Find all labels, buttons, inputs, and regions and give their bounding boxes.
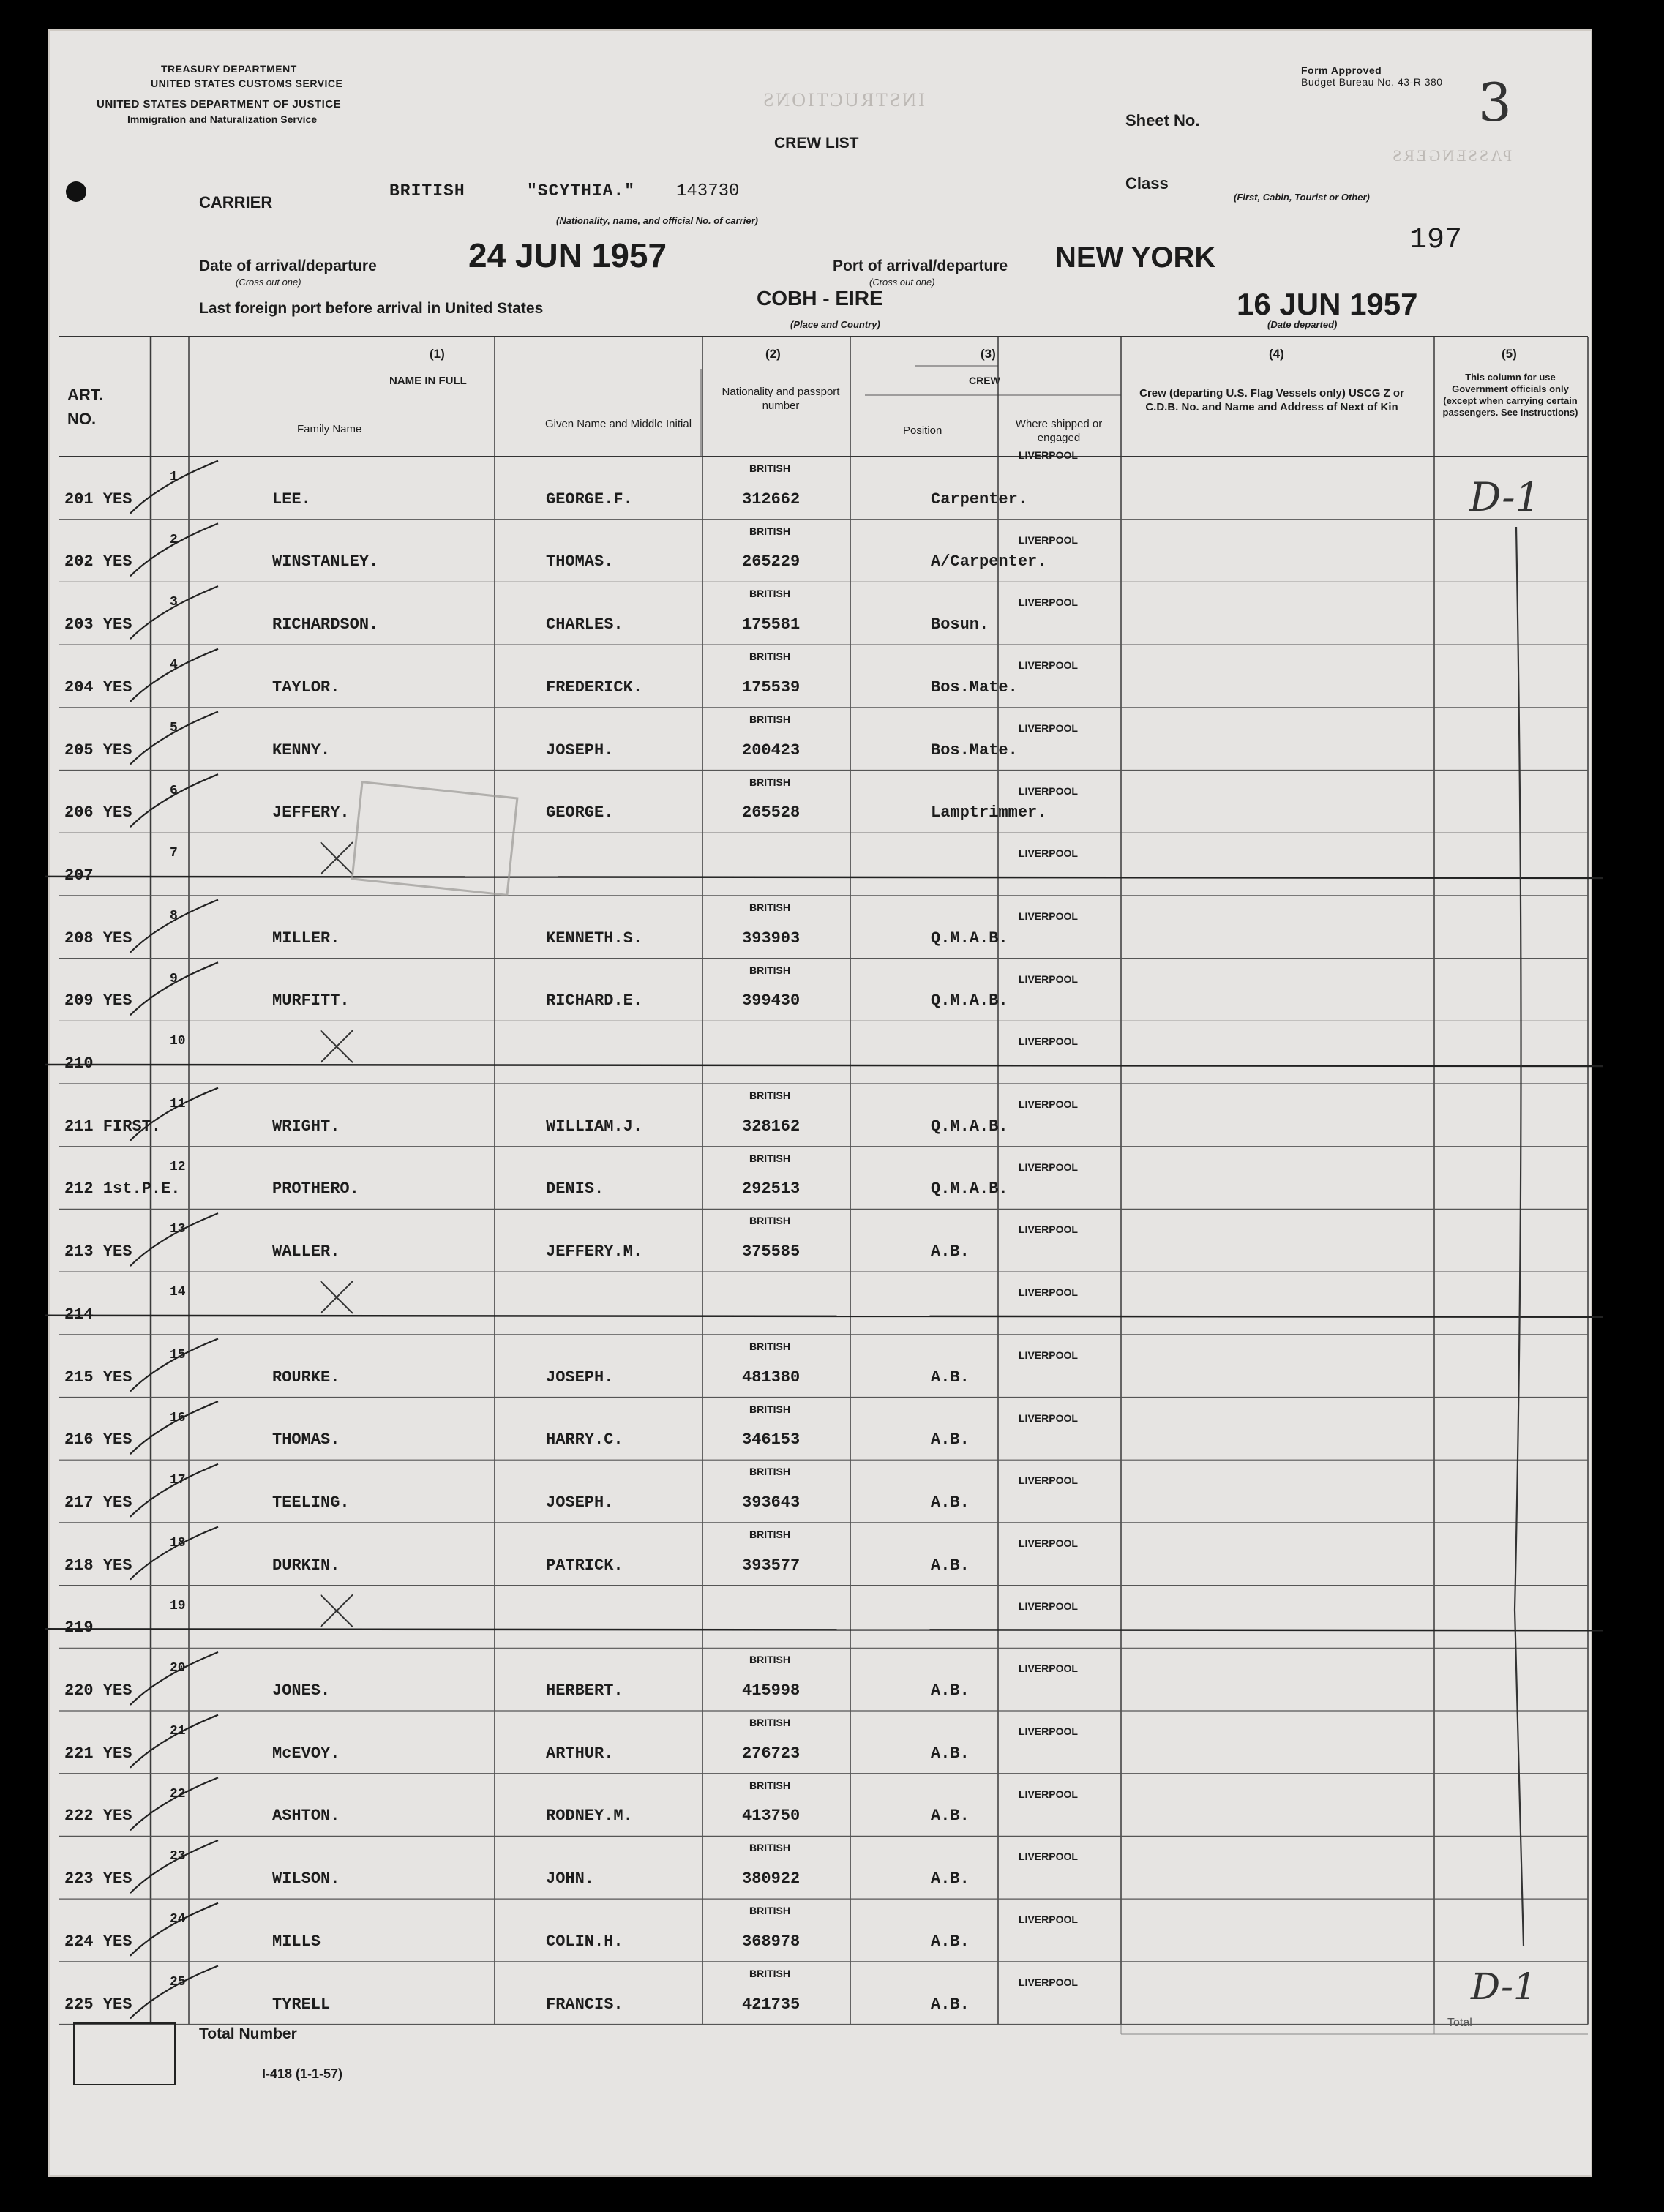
class-label: Class xyxy=(1125,174,1169,192)
row-given-name: JOSEPH. xyxy=(546,741,614,760)
row-family-name: ROURKE. xyxy=(272,1368,340,1387)
row-sequence: 8 xyxy=(170,908,178,923)
row-family-name: PROTHERO. xyxy=(272,1180,359,1199)
row-position: A.B. xyxy=(931,1682,970,1700)
total-number-box xyxy=(73,2022,176,2085)
row-article-number: 213 YES xyxy=(64,1242,132,1261)
row-position: Carpenter. xyxy=(931,490,1028,509)
row-passport-number: 276723 xyxy=(742,1744,801,1763)
annotation-d1-top: D-1 xyxy=(1469,474,1540,520)
row-sequence: 7 xyxy=(170,846,178,861)
row-sequence: 11 xyxy=(170,1097,186,1111)
row-article-number: 225 YES xyxy=(64,1995,132,2014)
row-article-number: 204 YES xyxy=(64,678,132,697)
row-sequence: 4 xyxy=(170,658,178,673)
col1-family-label: Family Name xyxy=(297,423,362,435)
row-article-number: 212 1st.P.E. xyxy=(64,1180,181,1199)
row-article-number: 222 YES xyxy=(64,1807,132,1826)
row-where-shipped: LIVERPOOL xyxy=(1019,659,1078,672)
row-given-name: JOHN. xyxy=(546,1870,595,1889)
row-given-name: JOSEPH. xyxy=(546,1368,614,1387)
row-sequence: 24 xyxy=(170,1912,186,1927)
row-family-name: MILLS xyxy=(272,1932,321,1951)
row-where-shipped: LIVERPOOL xyxy=(1019,910,1078,922)
row-position: Bos.Mate. xyxy=(931,678,1018,697)
col5-title: This column for use Government officials only (except when carrying certain passengers. See Instructions) xyxy=(1442,372,1578,418)
row-family-name: TAYLOR. xyxy=(272,678,340,697)
row-passport-number: 393643 xyxy=(742,1493,801,1512)
strike-line xyxy=(45,877,1603,878)
row-passport-number: 393577 xyxy=(742,1556,801,1575)
row-article-number: 203 YES xyxy=(64,615,132,634)
row-article-number: 208 YES xyxy=(64,929,132,948)
last-port-label: Last foreign port before arrival in United States xyxy=(199,300,544,317)
row-position: A/Carpenter. xyxy=(931,552,1047,571)
row-nationality: BRITISH xyxy=(749,525,790,537)
row-position: A.B. xyxy=(931,1807,970,1826)
row-position: A.B. xyxy=(931,1870,970,1889)
row-passport-number: 346153 xyxy=(742,1431,801,1450)
row-given-name: FREDERICK. xyxy=(546,678,643,697)
row-family-name: TYRELL xyxy=(272,1995,331,2014)
row-passport-number: 265229 xyxy=(742,552,801,571)
row-position: A.B. xyxy=(931,1242,970,1261)
form-approved-label: Form Approved xyxy=(1301,64,1382,76)
agency-justice: UNITED STATES DEPARTMENT OF JUSTICE xyxy=(97,98,342,110)
row-where-shipped: LIVERPOOL xyxy=(1019,1035,1078,1048)
row-where-shipped: LIVERPOOL xyxy=(1019,596,1078,609)
col3-position-label: Position xyxy=(903,424,942,437)
row-nationality: BRITISH xyxy=(749,1215,790,1227)
row-given-name: PATRICK. xyxy=(546,1556,623,1575)
col4-title: Crew (departing U.S. Flag Vessels only) USCG Z or C.D.B. No. and Name and Address of Next of Kin xyxy=(1139,387,1404,413)
row-nationality: BRITISH xyxy=(749,901,790,913)
row-where-shipped: LIVERPOOL xyxy=(1019,1851,1078,1863)
pencil-bracket-line xyxy=(1515,527,1524,1946)
row-given-name: CHARLES. xyxy=(546,615,623,634)
row-sequence: 12 xyxy=(170,1159,186,1174)
form-number: I-418 (1-1-57) xyxy=(262,2066,343,2081)
row-where-shipped: LIVERPOOL xyxy=(1019,1161,1078,1173)
carrier-nationality: BRITISH xyxy=(389,181,465,200)
row-given-name: JOSEPH. xyxy=(546,1493,614,1512)
row-passport-number: 368978 xyxy=(742,1932,801,1951)
arrival-date: 24 JUN 1957 xyxy=(468,236,667,274)
row-given-name: GEORGE. xyxy=(546,803,614,822)
row-position: Q.M.A.B. xyxy=(931,1180,1008,1199)
row-sequence: 14 xyxy=(170,1285,186,1300)
row-family-name: WRIGHT. xyxy=(272,1117,340,1136)
row-sequence: 1 xyxy=(170,470,178,484)
row-sequence: 5 xyxy=(170,720,178,735)
ghost-passengers-text: PASSENGERS xyxy=(1390,146,1513,165)
row-position: A.B. xyxy=(931,1493,970,1512)
row-where-shipped: LIVERPOOL xyxy=(1019,1662,1078,1675)
row-sequence: 20 xyxy=(170,1661,186,1676)
row-passport-number: 328162 xyxy=(742,1117,801,1136)
col2-number: (2) xyxy=(765,347,781,361)
row-nationality: BRITISH xyxy=(749,1528,790,1540)
row-article-number: 216 YES xyxy=(64,1431,132,1450)
agency-ins: Immigration and Naturalization Service xyxy=(127,113,318,125)
row-nationality: BRITISH xyxy=(749,964,790,976)
row-family-name: ASHTON. xyxy=(272,1807,340,1826)
col5-number: (5) xyxy=(1502,347,1517,361)
row-article-number: 214 xyxy=(64,1305,94,1324)
row-nationality: BRITISH xyxy=(749,1905,790,1917)
row-family-name: JEFFERY. xyxy=(272,803,350,822)
row-article-number: 224 YES xyxy=(64,1932,132,1951)
row-nationality: BRITISH xyxy=(749,1403,790,1415)
row-article-number: 201 YES xyxy=(64,490,132,509)
row-passport-number: 312662 xyxy=(742,490,801,509)
row-article-number: 206 YES xyxy=(64,803,132,822)
row-sequence: 16 xyxy=(170,1410,186,1425)
row-article-number: 209 YES xyxy=(64,991,132,1011)
row-where-shipped: LIVERPOOL xyxy=(1019,1725,1078,1737)
row-where-shipped: LIVERPOOL xyxy=(1019,847,1078,860)
row-passport-number: 393903 xyxy=(742,929,801,948)
agency-treasury: TREASURY DEPARTMENT xyxy=(161,63,297,75)
row-where-shipped: LIVERPOOL xyxy=(1019,1788,1078,1800)
strike-line xyxy=(45,1629,1603,1630)
row-nationality: BRITISH xyxy=(749,776,790,788)
page-title: CREW LIST xyxy=(774,135,859,151)
no-label: NO. xyxy=(67,410,97,428)
row-sequence: 22 xyxy=(170,1786,186,1802)
row-passport-number: 200423 xyxy=(742,741,801,760)
row-passport-number: 413750 xyxy=(742,1807,801,1826)
row-passport-number: 421735 xyxy=(742,1995,801,2014)
row-sequence: 15 xyxy=(170,1347,186,1362)
row-position: A.B. xyxy=(931,1932,970,1951)
row-position: A.B. xyxy=(931,1744,970,1763)
row-position: Q.M.A.B. xyxy=(931,929,1008,948)
last-port-value: COBH - EIRE xyxy=(757,287,883,310)
col3-where-label: Where shipped or engaged xyxy=(1015,418,1103,444)
col3-title: CREW xyxy=(969,375,1000,386)
row-given-name: COLIN.H. xyxy=(546,1932,623,1951)
row-given-name: GEORGE.F. xyxy=(546,490,633,509)
art-label: ART. xyxy=(67,386,103,404)
total-label: Total xyxy=(1447,2017,1472,2029)
row-article-number: 215 YES xyxy=(64,1368,132,1387)
row-position: Bosun. xyxy=(931,615,989,634)
row-given-name: HERBERT. xyxy=(546,1682,623,1700)
row-passport-number: 399430 xyxy=(742,991,801,1011)
row-where-shipped: LIVERPOOL xyxy=(1019,1098,1078,1110)
row-nationality: BRITISH xyxy=(749,1842,790,1854)
row-article-number: 210 xyxy=(64,1054,94,1073)
ink-blot xyxy=(66,181,86,202)
row-sequence: 6 xyxy=(170,783,178,798)
row-family-name: McEVOY. xyxy=(272,1744,340,1763)
total-number-label: Total Number xyxy=(199,2025,297,2042)
row-given-name: RODNEY.M. xyxy=(546,1807,633,1826)
row-position: A.B. xyxy=(931,1556,970,1575)
row-given-name: ARTHUR. xyxy=(546,1744,614,1763)
row-nationality: BRITISH xyxy=(749,713,790,725)
departed-date: 16 JUN 1957 xyxy=(1237,287,1418,321)
row-sequence: 9 xyxy=(170,971,178,986)
row-family-name: MILLER. xyxy=(272,929,340,948)
carrier-name: "SCYTHIA." xyxy=(527,181,636,200)
row-sequence: 21 xyxy=(170,1724,186,1739)
budget-bureau-label: Budget Bureau No. 43-R 380 xyxy=(1301,76,1443,88)
row-article-number: 223 YES xyxy=(64,1870,132,1889)
row-family-name: KENNY. xyxy=(272,741,331,760)
row-sequence: 17 xyxy=(170,1473,186,1488)
row-where-shipped: LIVERPOOL xyxy=(1019,1474,1078,1487)
row-family-name: DURKIN. xyxy=(272,1556,340,1575)
row-where-shipped: LIVERPOOL xyxy=(1019,1600,1078,1612)
row-position: Lamptrimmer. xyxy=(931,803,1047,822)
col2-title: Nationality and passport number xyxy=(722,386,840,412)
row-where-shipped: LIVERPOOL xyxy=(1019,1976,1078,1988)
row-position: A.B. xyxy=(931,1368,970,1387)
carrier-official-number: 143730 xyxy=(676,181,740,201)
arrival-date-hint: (Cross out one) xyxy=(236,277,301,288)
row-article-number: 218 YES xyxy=(64,1556,132,1575)
strike-line xyxy=(45,1316,1603,1317)
row-family-name: WILSON. xyxy=(272,1870,340,1889)
row-article-number: 205 YES xyxy=(64,741,132,760)
row-passport-number: 265528 xyxy=(742,803,801,822)
row-family-name: JONES. xyxy=(272,1682,331,1700)
ghost-instructions-text: INSTRUCTIONS xyxy=(761,89,925,110)
row-nationality: BRITISH xyxy=(749,1779,790,1791)
row-passport-number: 380922 xyxy=(742,1870,801,1889)
row-sequence: 23 xyxy=(170,1849,186,1864)
row-family-name: THOMAS. xyxy=(272,1431,340,1450)
row-passport-number: 175581 xyxy=(742,615,801,634)
row-family-name: WALLER. xyxy=(272,1242,340,1261)
row-passport-number: 481380 xyxy=(742,1368,801,1387)
row-given-name: HARRY.C. xyxy=(546,1431,623,1450)
sheet-number: 3 xyxy=(1478,72,1512,133)
carrier-hint: (Nationality, name, and official No. of carrier) xyxy=(556,215,758,226)
row-article-number: 207 xyxy=(64,866,94,885)
row-nationality: BRITISH xyxy=(749,1152,790,1164)
row-given-name: DENIS. xyxy=(546,1180,604,1199)
row-nationality: BRITISH xyxy=(749,462,790,474)
row-position: A.B. xyxy=(931,1995,970,2014)
row-where-shipped: LIVERPOOL xyxy=(1019,1913,1078,1926)
row-position: Bos.Mate. xyxy=(931,741,1018,760)
row-family-name: MURFITT. xyxy=(272,991,350,1011)
col3-number: (3) xyxy=(981,347,996,361)
class-hint: (First, Cabin, Tourist or Other) xyxy=(1234,192,1370,203)
row-article-number: 219 xyxy=(64,1619,94,1638)
departed-hint: (Date departed) xyxy=(1267,319,1338,330)
row-sequence: 19 xyxy=(170,1598,186,1613)
row-where-shipped: LIVERPOOL xyxy=(1019,972,1078,985)
row-nationality: BRITISH xyxy=(749,588,790,600)
row-given-name: THOMAS. xyxy=(546,552,614,571)
col1-title: NAME IN FULL xyxy=(389,375,467,387)
col4-number: (4) xyxy=(1269,347,1284,361)
row-article-number: 211 FIRST. xyxy=(64,1117,162,1136)
row-given-name: RICHARD.E. xyxy=(546,991,643,1011)
row-sequence: 10 xyxy=(170,1034,186,1049)
row-family-name: TEELING. xyxy=(272,1493,350,1512)
row-nationality: BRITISH xyxy=(749,1090,790,1101)
class-code: 197 xyxy=(1409,224,1463,257)
row-given-name: JEFFERY.M. xyxy=(546,1242,643,1261)
row-sequence: 18 xyxy=(170,1535,186,1551)
row-given-name: FRANCIS. xyxy=(546,1995,623,2014)
port-value: NEW YORK xyxy=(1055,241,1216,274)
row-family-name: RICHARDSON. xyxy=(272,615,379,634)
row-passport-number: 292513 xyxy=(742,1180,801,1199)
row-where-shipped: LIVERPOOL xyxy=(1019,1223,1078,1236)
row-where-shipped: LIVERPOOL xyxy=(1019,1349,1078,1361)
row-article-number: 220 YES xyxy=(64,1682,132,1700)
scythia-stamp xyxy=(351,781,518,896)
row-nationality: BRITISH xyxy=(749,1717,790,1728)
row-sequence: 25 xyxy=(170,1974,186,1990)
row-article-number: 202 YES xyxy=(64,552,132,571)
row-where-shipped: LIVERPOOL xyxy=(1019,1411,1078,1424)
row-passport-number: 415998 xyxy=(742,1682,801,1700)
row-nationality: BRITISH xyxy=(749,651,790,663)
strike-line xyxy=(45,1065,1603,1066)
port-hint: (Cross out one) xyxy=(869,277,935,288)
row-position: Q.M.A.B. xyxy=(931,1117,1008,1136)
row-passport-number: 375585 xyxy=(742,1242,801,1261)
sheet-no-label: Sheet No. xyxy=(1125,111,1200,130)
row-family-name: WINSTANLEY. xyxy=(272,552,379,571)
row-where-shipped: LIVERPOOL xyxy=(1019,1537,1078,1549)
row-where-shipped: LIVERPOOL xyxy=(1019,533,1078,546)
row-article-number: 221 YES xyxy=(64,1744,132,1763)
row-position: Q.M.A.B. xyxy=(931,991,1008,1011)
row-position: A.B. xyxy=(931,1431,970,1450)
annotation-d1-bottom: D-1 xyxy=(1471,1965,1537,2008)
arrival-date-label: Date of arrival/departure xyxy=(199,258,377,274)
port-label: Port of arrival/departure xyxy=(833,258,1008,274)
row-sequence: 2 xyxy=(170,532,178,547)
row-sequence: 3 xyxy=(170,595,178,610)
row-given-name: KENNETH.S. xyxy=(546,929,643,948)
row-where-shipped: LIVERPOOL xyxy=(1019,721,1078,734)
row-article-number: 217 YES xyxy=(64,1493,132,1512)
row-where-shipped: LIVERPOOL xyxy=(1019,1286,1078,1299)
col1-number: (1) xyxy=(430,347,445,361)
last-port-hint: (Place and Country) xyxy=(790,319,880,330)
row-given-name: WILLIAM.J. xyxy=(546,1117,643,1136)
row-where-shipped: LIVERPOOL xyxy=(1019,784,1078,797)
agency-customs: UNITED STATES CUSTOMS SERVICE xyxy=(151,78,343,89)
col1-given-label: Given Name and Middle Initial xyxy=(544,418,692,430)
row-sequence: 13 xyxy=(170,1222,186,1237)
row-passport-number: 175539 xyxy=(742,678,801,697)
row-where-shipped: LIVERPOOL xyxy=(1019,449,1078,461)
row-nationality: BRITISH xyxy=(749,1466,790,1478)
row-nationality: BRITISH xyxy=(749,1654,790,1666)
row-family-name: LEE. xyxy=(272,490,311,509)
row-nationality: BRITISH xyxy=(749,1967,790,1979)
carrier-label: CARRIER xyxy=(199,193,273,211)
row-nationality: BRITISH xyxy=(749,1340,790,1352)
